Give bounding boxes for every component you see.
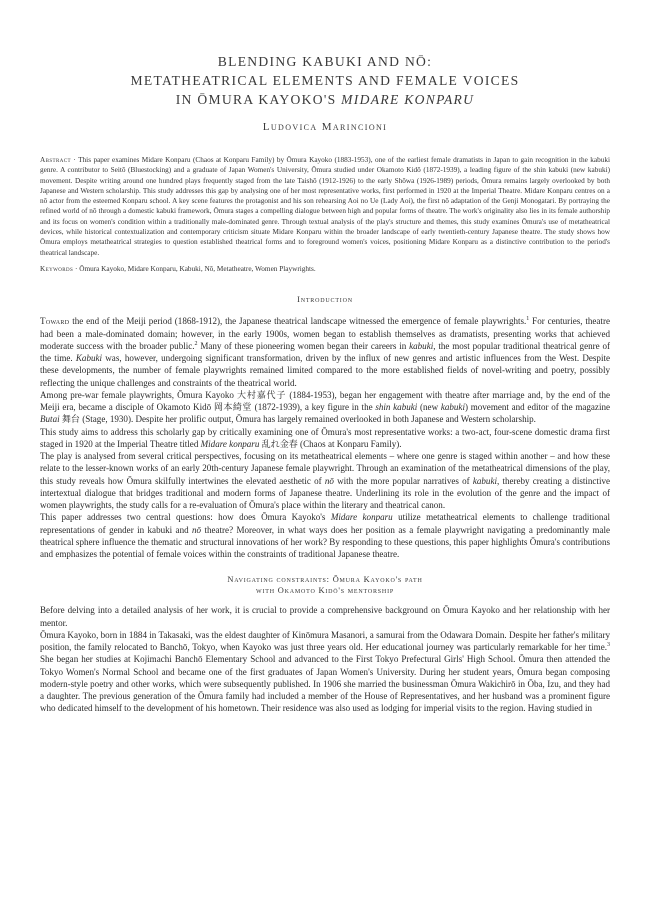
title-line-3-text: IN ŌMURA KAYOKO'S [175,92,342,107]
title-line-2: METATHEATRICAL ELEMENTS AND FEMALE VOICES [130,73,520,88]
paragraph [40,315,610,389]
italic-term: shin kabuki [375,402,418,413]
paragraph-lead-word: Toward [40,316,70,327]
italic-term: nō [324,475,334,486]
italic-term: Butai [40,414,60,425]
text-run: (new [417,402,441,413]
footnote-marker: 2 [194,340,198,347]
keywords [40,264,610,274]
abstract-separator: · [70,156,79,164]
abstract-label: Abstract [40,156,71,164]
title-line-1: BLENDING KABUKI AND NŌ: [217,54,433,69]
abstract [40,155,610,258]
text-run: , the most popular traditional theatrical genre of the time. [40,340,610,364]
section-heading-introduction: Introduction [297,295,353,305]
text-run: theatre? Moreover, in what ways does her position as a female playwright navigating a predominantly male theatrical sphere influence the thematic and structural innovations of her work? By responding to these questions, this paper highlights Ōmura's contributions and emphasizes the potential of female voices within the constraints of traditional Japanese theatre. [40,524,610,560]
text-run: This study aims to address this scholarly gap by critically examining one of Ōmura's most representative works: a two-act, four-scene domestic drama first staged in 1920 at the Imperial Theatre titled [40,426,610,449]
text-run: with the more popular narratives of [333,475,473,486]
italic-term: nō [192,524,202,535]
paragraph [40,450,610,511]
italic-term: Kabuki [75,353,103,364]
italic-term: kabuki [440,402,465,413]
text-run: 乱れ金春 (Chaos at Konparu Family). [259,438,402,449]
keywords-separator: · [73,264,80,273]
text-run: Ōmura Kayoko, born in 1884 in Takasaki, was the eldest daughter of Kinōmura Masanori, a samurai from the Odawara Domain. Despite her father's military position, the family relocated to Banchō, Tokyo, when Kayoko was just three years old. Her educational journey was particularly remarkable for her time. [40,629,610,653]
text-run: Among pre-war female playwrights, Ōmura Kayoko 大村嘉代子 (1884-1953), began her engagement with theatre after marriage and, by the end of the Meiji era, became a disciple of Okamoto Kidō 岡本綺堂 (1872-1939), a key figure in the [40,389,610,413]
footnote-marker: 3 [607,642,610,648]
text-run: the end of the Meiji period (1868-1912), the Japanese theatrical landscape witnessed the emergence of female playwrights. [69,316,527,327]
text-run: , thereby creating a distinctive intertextual dialogue that bridges traditional and modern forms of Japanese theatre. Underlining its role in the evolution of the genre and the impact of women playwrights, the study calls for a re-evaluation of Ōmura's place within the literary and theatrical canon. [40,475,610,511]
text-run: was, however, undergoing significant transformation, driven by the influx of new genres and artistic influences from the West. Despite these developments, the number of female playwrights remained limited compared to the more established fields of novel-writing and poetry, possibly reflecting the unique challenges and constraints of the theatrical world. [40,353,610,388]
section-2-body [40,604,610,714]
paragraph: Before delving into a detailed analysis of her work, it is crucial to provide a comprehensive background on Ōmura Kayoko and her relationship with her mentor. [40,605,610,628]
paper-title [40,52,610,109]
italic-term: kabuki [409,340,434,351]
text-run: For centuries, theatre had been a male-dominated domain; however, in the early 1900s, women began to establish themselves as dramatists, presenting works that achieved moderate success with the broader public. [40,316,610,351]
section-heading-line-2: with Okamoto Kidō's mentorship [256,586,394,596]
italic-term: Midare konparu [200,438,260,449]
italic-term: Midare konparu [330,512,393,523]
paragraph [40,426,610,451]
text-run: 舞台 (Stage, 1930). Despite her prolific output, Ōmura has largely remained overlooked in both Japanese and Western scholarship. [59,414,536,425]
text-run: utilize metatheatrical elements to challenge traditional representations of gender in kabuki and [40,512,610,535]
title-line-3 [40,90,610,109]
footnote-marker: 1 [526,316,530,323]
paragraph [40,629,610,715]
introduction-body [40,315,610,560]
text-run: The play is analysed from several critical perspectives, focusing on its metatheatrical elements – where one genre is staged within another – and how these relate to the lesser-known works of an early 20th-century Japanese female playwright. Through an examination of the metatheatrical dimensions of the play, this study reveals how Ōmura skilfully intertwines the elevated aesthetic of [40,451,610,486]
paragraph [40,511,610,560]
title-line-3-italic: MIDARE KONPARU [341,92,475,107]
keywords-label: Keywords [40,264,74,273]
text-run: Many of these pioneering women began their careers in [197,340,410,351]
paragraph [40,389,610,426]
abstract-text: This paper examines Midare Konparu (Chaos at Konparu Family) by Ōmura Kayoko (1883-1953), one of the earliest female dramatists in Japan to gain recognition in the kabuki genre. A contributor to Seitō (Bluestocking) and a graduate of Japan Women's University, Ōmura studied under Okamoto Kidō (1872-1939), a leading figure of the shin kabuki (new kabuki) movement. Despite writing around one hundred plays frequently staged from the late Taishō (1912-1926) to the early Shōwa (1926-1989) periods, Ōmura remains largely overlooked by both Japanese and Western scholarship. This study addresses this gap by analysing one of her most representative works, first performed in 1920 at the Imperial Theatre. Midare Konparu centres on a nō actor from the esteemed Konparu school. A key scene features the protagonist and his son rehearsing Aoi no Ue (Lady Aoi), the first nō adaptation of the Genji Monogatari. By portraying the refined world of nō through a domestic kabuki framework, Ōmura stages a compelling dialogue between high and popular forms of theatre. The work's originality also lies in its female authorship and its focus on women's condition within a traditionally male-dominated genre. Through textual analysis of the play's structure and themes, this study examines Ōmura's use of metatheatrical devices, while historical contextualization and contemporary criticism situate Midare Konparu within the broader landscape of early twentieth-century Japanese theatre. The study shows how Ōmura employs metatheatrical strategies to question established theatrical forms and to foreground women's voices, positioning Midare Konparu as a distinctive contribution to the period's theatrical landscape. [40,156,610,257]
text-run: This paper addresses two central questions: how does Ōmura Kayoko's [40,512,331,523]
keywords-text: Ōmura Kayoko, Midare Konparu, Kabuki, Nō, Metatheatre, Women Playwrights. [79,264,316,273]
section-heading-line-1: Navigating constraints: Ōmura Kayoko's path [227,575,423,585]
text-run: ) movement and editor of the magazine [464,402,610,413]
author-name: Ludovica Marincioni [262,121,388,133]
section-heading-navigating-constraints [40,574,610,596]
italic-term: kabuki [472,475,497,486]
text-run: She began her studies at Kojimachi Banchō Elementary School and advanced to the First Tokyo Prefectural Girls' High School. Ōmura then attended the Tokyo Women's Normal School and became one of the first graduates of Japan Women's University. During her student years, Ōmura began composing modern-style poetry and other works, which were subsequently published. In 1906 she married the businessman Ōmura Wakichirō in Ōba, Izu, and they had a daughter. The previous generation of the Ōmura family had included a member of the House of Representatives, and her husband was a prominent figure who dedicated himself to the development of his hometown. Their residence was also used as lodging for imperial visits to the region. Having studied in [40,654,610,714]
